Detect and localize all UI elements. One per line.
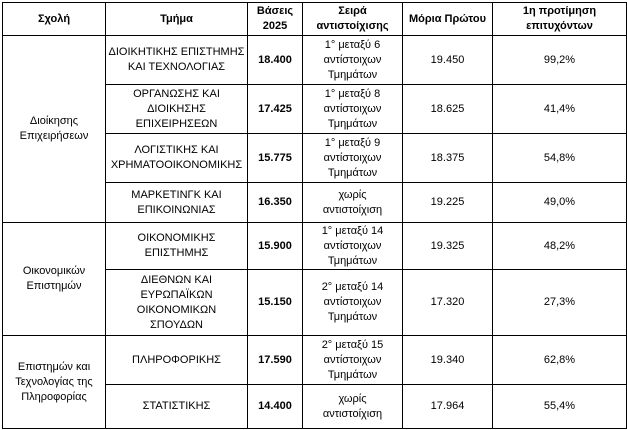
top-points-cell: 17.964 (403, 385, 493, 429)
preference-cell: 41,4% (493, 85, 627, 134)
preference-cell: 49,0% (493, 183, 627, 223)
rank-cell: 2° μεταξύ 15 αντίστοιχων Τμημάτων (303, 336, 403, 385)
top-points-cell: 19.225 (403, 183, 493, 223)
rank-cell: χωρίς αντιστοίχιση (303, 183, 403, 223)
base-cell: 17.590 (248, 336, 303, 385)
school-cell: Οικονομικών Επιστημών (3, 223, 106, 336)
header-department: Τμήμα (106, 3, 248, 36)
department-cell: ΣΤΑΤΙΣΤΙΚΗΣ (106, 385, 248, 429)
department-cell: ΛΟΓΙΣΤΙΚΗΣ ΚΑΙ ΧΡΗΜΑΤΟΟΙΚΟΝΟΜΙΚΗΣ (106, 134, 248, 183)
table-row (3, 36, 627, 85)
preference-cell: 62,8% (493, 336, 627, 385)
header-first-preference: 1η προτίμηση επιτυχόντων (493, 3, 627, 36)
preference-cell: 54,8% (493, 134, 627, 183)
base-cell: 16.350 (248, 183, 303, 223)
header-rank: Σειρά αντιστοίχισης (303, 3, 403, 36)
department-cell: ΜΑΡΚΕΤΙΝΓΚ ΚΑΙ ΕΠΙΚΟΙΝΩΝΙΑΣ (106, 183, 248, 223)
header-base: Βάσεις 2025 (248, 3, 303, 36)
rank-cell: 1° μεταξύ 14 αντίστοιχων Τμημάτων (303, 223, 403, 270)
top-points-cell: 19.340 (403, 336, 493, 385)
department-cell: ΟΙΚΟΝΟΜΙΚΗΣ ΕΠΙΣΤΗΜΗΣ (106, 223, 248, 270)
top-points-cell: 18.375 (403, 134, 493, 183)
department-cell: ΔΙΟΙΚΗΤΙΚΗΣ ΕΠΙΣΤΗΜΗΣ ΚΑΙ ΤΕΧΝΟΛΟΓΙΑΣ (106, 36, 248, 85)
preference-cell: 55,4% (493, 385, 627, 429)
rank-cell: 2° μεταξύ 14 αντίστοιχων Τμημάτων (303, 270, 403, 336)
school-cell: Επιστημών και Τεχνολογίας της Πληροφορίας (3, 336, 106, 429)
preference-cell: 99,2% (493, 36, 627, 85)
base-cell: 17.425 (248, 85, 303, 134)
base-cell: 15.150 (248, 270, 303, 336)
preference-cell: 48,2% (493, 223, 627, 270)
rank-cell: 1° μεταξύ 9 αντίστοιχων Τμημάτων (303, 134, 403, 183)
rank-cell: χωρίς αντιστοίχιση (303, 385, 403, 429)
base-cell: 18.400 (248, 36, 303, 85)
table-row (3, 336, 627, 385)
top-points-cell: 19.325 (403, 223, 493, 270)
header-row (3, 3, 627, 36)
department-cell: ΟΡΓΑΝΩΣΗΣ ΚΑΙ ΔΙΟΙΚΗΣΗΣ ΕΠΙΧΕΙΡΗΣΕΩΝ (106, 85, 248, 134)
admissions-table (2, 2, 627, 429)
base-cell: 15.900 (248, 223, 303, 270)
header-top-points: Μόρια Πρώτου (403, 3, 493, 36)
base-cell: 14.400 (248, 385, 303, 429)
rank-cell: 1° μεταξύ 8 αντίστοιχων Τμημάτων (303, 85, 403, 134)
header-school: Σχολή (3, 3, 106, 36)
table-row (3, 223, 627, 270)
top-points-cell: 19.450 (403, 36, 493, 85)
school-cell: Διοίκησης Επιχειρήσεων (3, 36, 106, 223)
rank-cell: 1° μεταξύ 6 αντίστοιχων Τμημάτων (303, 36, 403, 85)
department-cell: ΔΙΕΘΝΩΝ ΚΑΙ ΕΥΡΩΠΑΪΚΩΝ ΟΙΚΟΝΟΜΙΚΩΝ ΣΠΟΥΔΩΝ (106, 270, 248, 336)
top-points-cell: 18.625 (403, 85, 493, 134)
department-cell: ΠΛΗΡΟΦΟΡΙΚΗΣ (106, 336, 248, 385)
base-cell: 15.775 (248, 134, 303, 183)
top-points-cell: 17.320 (403, 270, 493, 336)
preference-cell: 27,3% (493, 270, 627, 336)
